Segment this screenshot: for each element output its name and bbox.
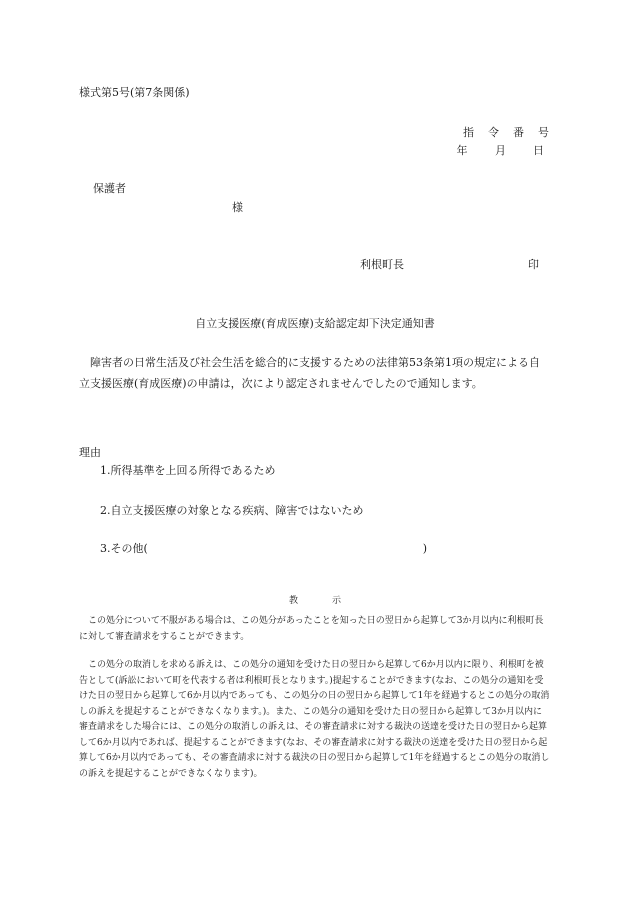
instruction-paragraph: この処分の取消しを求める訴えは、この処分の通知を受けた日の翌日から起算して6か月以内に限り、利根町を被告として(訴訟において町を代表する者は利根町長となります。)提起することができます(なお、この処分の通知を受けた日の翌日から起算して6か月以内であっても、この処分の日の翌日から起算して1年を経過するとこの処分の取消しの訴えを提起することができなくなります。)。また、この処分の通知を受けた日の翌日から起算して3か月以内に審査請求をした場合には、この処分の取消しの訴えは、その審査請求に対する裁決の送達を受けた日の翌日から起算して6か月以内であれば、提起することができます(なお、その審査請求に対する裁決の送達を受けた日の翌日から起算して6か月以内であっても、その審査請求に対する裁決の日の翌日から起算して1年を経過するとこの処分の取消しの訴えを提起することができなくなります)。 xyxy=(79,660,550,779)
issuer-name: 利根町長 xyxy=(360,258,404,271)
directive-number-label xyxy=(456,124,556,140)
reasons-heading: 理由 xyxy=(79,446,101,459)
date-day: 日 xyxy=(533,144,544,157)
date-month: 月 xyxy=(495,144,506,157)
reason-item: 2.自立支援医療の対象となる疾病、障害ではないため xyxy=(100,504,364,517)
instruction-heading xyxy=(0,593,630,606)
reason-item: 1.所得基準を上回る所得であるため xyxy=(100,464,276,477)
instruction-heading-char: 教 xyxy=(288,596,298,606)
seal-mark: 印 xyxy=(528,258,539,271)
instruction-heading-char: 示 xyxy=(332,596,342,606)
body-paragraph: 障害者の日常生活及び社会生活を総合的に支援するための法律第53条第1項の規定による自立支援医療(育成医療)の申請は，次により認定されませんでしたので通知します。 xyxy=(79,356,540,390)
guardian-label: 保護者 xyxy=(93,182,126,195)
date-year: 年 xyxy=(456,144,468,157)
instruction-paragraph: この処分について不服がある場合は、この処分があったことを知った日の翌日から起算して3か月以内に利根町長に対して審査請求をすることができます。 xyxy=(79,616,544,642)
date-label xyxy=(456,142,544,158)
directive-char: 号 xyxy=(538,126,549,139)
reason-item: 3.その他( ) xyxy=(100,542,428,555)
directive-char: 指 xyxy=(463,126,474,139)
directive-char: 令 xyxy=(488,126,499,139)
honorific: 様 xyxy=(232,201,243,214)
form-number: 様式第5号(第7条関係) xyxy=(79,86,190,99)
document-title: 自立支援医療(育成医療)支給認定却下決定通知書 xyxy=(195,317,435,330)
directive-char: 番 xyxy=(513,126,524,139)
